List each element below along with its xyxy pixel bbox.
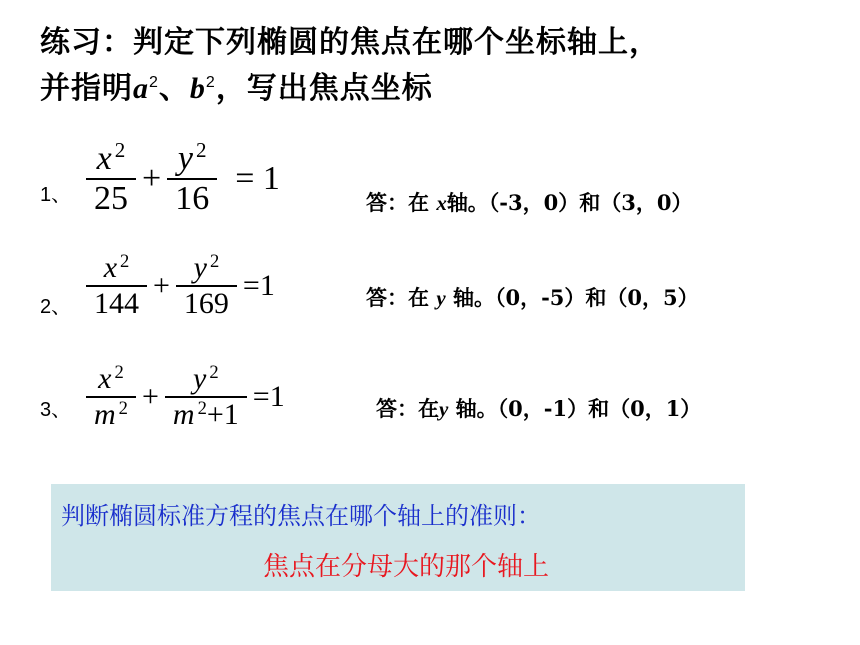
m-var: m (172, 398, 195, 431)
answer-prefix: 答：在 (376, 396, 439, 421)
var-a: a (133, 72, 149, 105)
equals-one: =1 (242, 269, 275, 302)
rule-box (51, 484, 745, 591)
exercise-1-number: 1、 (40, 184, 72, 206)
y-denominator: 16 (175, 180, 210, 217)
x-exp: 2 (114, 361, 124, 383)
fraction-x (86, 362, 136, 432)
answer-foci: 轴。（0，-5）和（0，5） (445, 285, 699, 310)
y-exp: 2 (209, 361, 219, 383)
exercise-2-equation (86, 251, 281, 321)
var-b: b (189, 72, 206, 105)
title-line-1: 练习：判定下列椭圆的焦点在哪个坐标轴上， (40, 25, 660, 60)
rule-statement: 焦点在分母大的那个轴上 (263, 552, 550, 582)
fraction-y (167, 140, 217, 218)
fraction-x (86, 251, 147, 321)
answer-axis: y (439, 397, 449, 421)
answer-prefix: 答：在 (366, 285, 437, 310)
x-denominator: 25 (94, 180, 128, 217)
x-var: x (98, 362, 112, 395)
x-denominator: 144 (94, 287, 139, 320)
answer-foci: 轴。（-3，0）和（3，0） (446, 190, 693, 215)
m-var: m (94, 398, 116, 431)
y-var: y (177, 140, 193, 177)
fraction-y (176, 251, 237, 321)
y-exp: 2 (195, 138, 207, 163)
x-exp: 2 (114, 138, 126, 163)
answer-foci: 轴。（0，-1）和（0，1） (448, 396, 702, 421)
rule-heading: 判断椭圆标准方程的焦点在哪个轴上的准则： (61, 502, 541, 530)
y-denominator: 169 (183, 287, 229, 320)
title-line-2-prefix: 并指明 (40, 71, 133, 106)
answer-axis: y (436, 286, 446, 310)
title-sep: 、 (158, 71, 190, 106)
exp-a: 2 (149, 74, 159, 91)
exercise-3-answer (376, 393, 701, 423)
x-var: x (96, 140, 112, 177)
m-exp: 2 (197, 397, 207, 419)
title-line-2 (40, 66, 840, 112)
exercise-1-equation (86, 140, 286, 218)
fraction-x (86, 140, 136, 218)
y-exp: 2 (209, 250, 220, 272)
title-line-2-suffix: ，写出焦点坐标 (215, 71, 433, 106)
plus-one: +1 (206, 398, 239, 431)
exercise-3-number: 3、 (40, 399, 72, 421)
plus-sign: + (141, 380, 159, 413)
plus-sign: + (142, 160, 162, 197)
x-exp: 2 (120, 250, 130, 272)
answer-axis: x (436, 191, 447, 215)
exercise-3-equation (86, 362, 291, 432)
equals-one: = 1 (235, 160, 280, 197)
x-var: x (103, 251, 118, 284)
answer-prefix: 答：在 (366, 190, 437, 215)
exp-b: 2 (205, 74, 216, 91)
equals-one: =1 (252, 380, 285, 413)
exercise-1-answer (366, 187, 692, 217)
plus-sign: + (153, 269, 170, 302)
exercise-2-answer (366, 282, 699, 312)
fraction-y (165, 362, 247, 432)
y-var: y (193, 251, 207, 284)
y-var: y (193, 362, 207, 395)
m-exp: 2 (118, 397, 128, 419)
exercise-title (40, 20, 840, 112)
exercise-2-number: 2、 (40, 296, 72, 318)
